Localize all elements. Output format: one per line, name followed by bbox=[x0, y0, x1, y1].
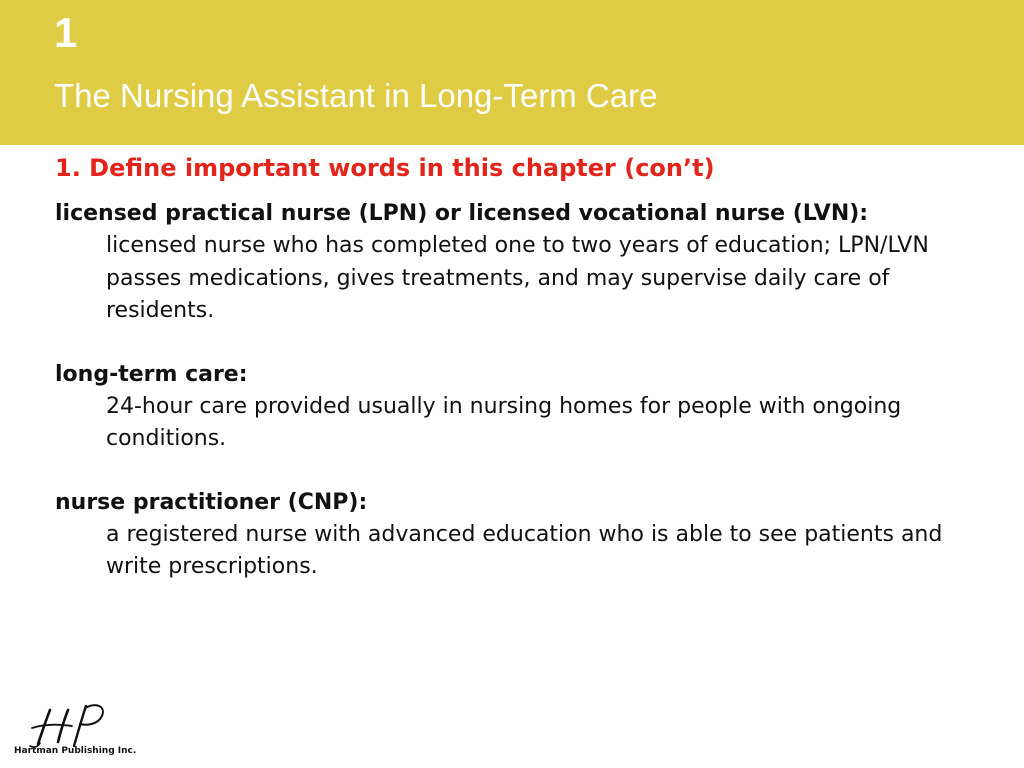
definition-text: licensed nurse who has completed one to two years of education; LPN/LVN passes medications, gives treatments, and may supervise daily care of residents. bbox=[106, 233, 929, 323]
header-band bbox=[0, 0, 1024, 145]
chapter-title: The Nursing Assistant in Long-Term Care bbox=[54, 77, 658, 114]
definition-item-nurse-practitioner bbox=[55, 487, 985, 584]
definition-term: long-term care: bbox=[55, 361, 248, 387]
definition-item-long-term-care bbox=[55, 359, 985, 456]
publisher-logo bbox=[14, 702, 164, 762]
definition-term: nurse practitioner (CNP): bbox=[55, 489, 368, 515]
logo-text: Hartman Publishing Inc. bbox=[14, 746, 137, 756]
definitions-list bbox=[55, 198, 985, 615]
definition-text: a registered nurse with advanced education who is able to see patients and write prescriptions. bbox=[106, 521, 943, 579]
definition-item-lpn bbox=[55, 198, 985, 328]
definition-term: licensed practical nurse (LPN) or licensed vocational nurse (LVN): bbox=[55, 201, 869, 226]
chapter-number: 1 bbox=[54, 9, 78, 56]
definition-text: 24-hour care provided usually in nursing homes for people with ongoing conditions. bbox=[106, 393, 902, 451]
section-heading: 1. Define important words in this chapter (con’t) bbox=[55, 154, 715, 182]
hp-monogram-icon bbox=[28, 702, 108, 750]
